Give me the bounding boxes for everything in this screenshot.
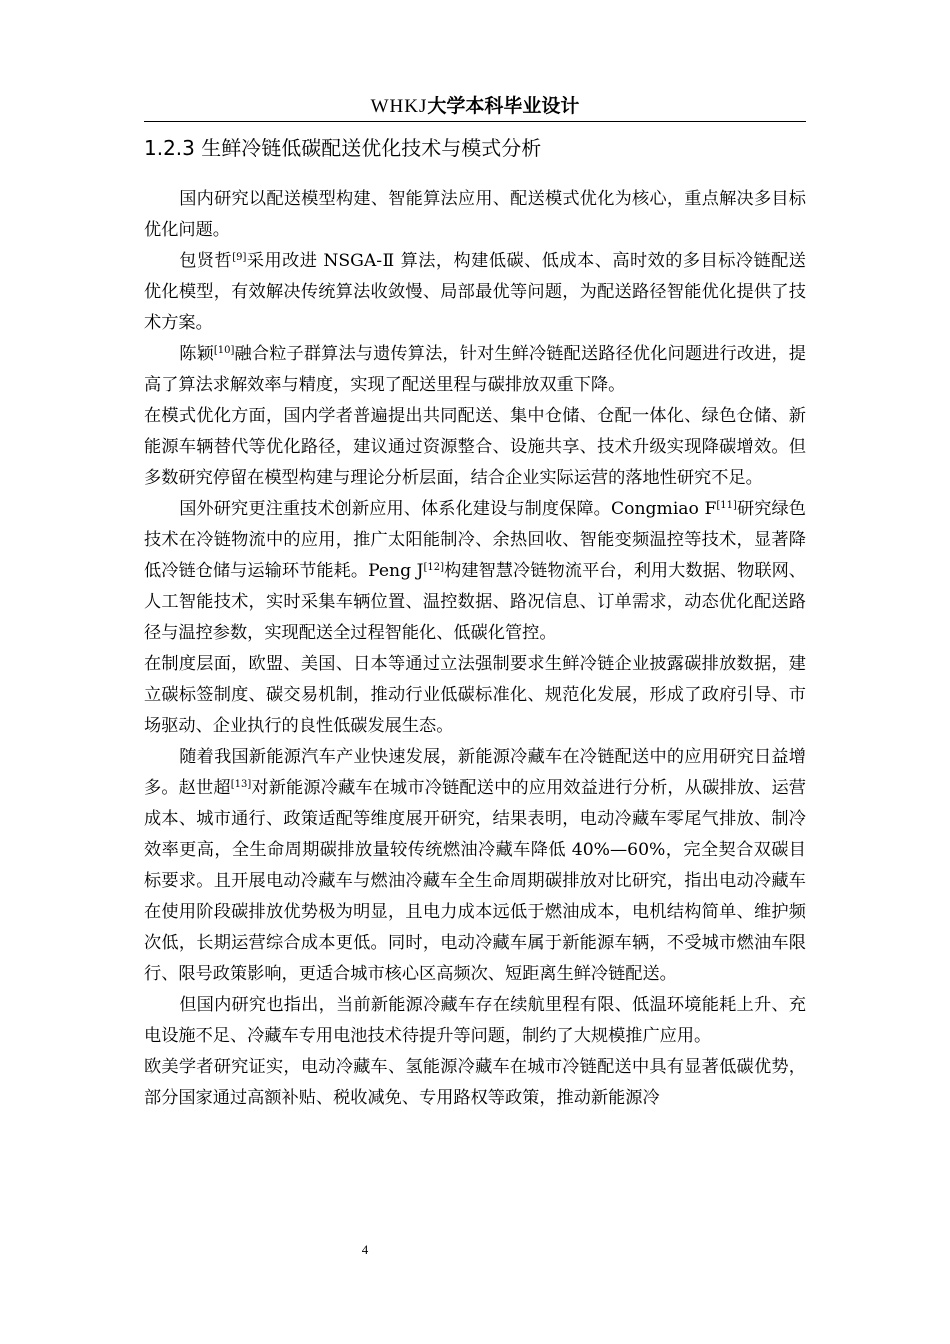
text: 但国内研究也指出，当前新能源冷藏车存在续航里程有限、低温环境能耗上升、充电设施不足、冷藏车专用电池技术待提升等问题，制约了大规模推广应用。 (144, 995, 806, 1046)
paragraph (144, 339, 806, 401)
page-number: 4 (361, 1242, 369, 1257)
paragraph (144, 742, 806, 990)
text: 融合粒子群算法与遗传算法，针对生鲜冷链配送路径优化问题进行改进，提高了算法求解效率与精度，实现了配送里程与碳排放双重下降。 (144, 344, 806, 395)
citation: [12] (423, 562, 445, 573)
paragraph (144, 990, 806, 1052)
paragraph (144, 401, 806, 494)
text: 对新能源冷藏车在城市冷链配送中的应用效益进行分析，从碳排放、运营成本、城市通行、政策适配等维度展开研究，结果表明，电动冷藏车零尾气排放、制冷效率更高，全生命周期碳排放量较传统燃油冷藏车降低 40%—60%，完全契合双碳目标要求。且开展电动冷藏车与燃油冷藏车全生命周期碳排放对比研究，指出电动冷藏车在使用阶段碳排放优势极为明显，且电力成本远低于燃油成本，电机结构简单、维护频次低，长期运营综合成本更低。同时，电动冷藏车属于新能源车辆，不受城市燃油车限行、限号政策影响，更适合城市核心区高频次、短距离生鲜冷链配送。 (144, 778, 806, 984)
text: 采用改进 NSGA-Ⅱ 算法，构建低碳、低成本、高时效的多目标冷链配送优化模型，有效解决传统算法收敛慢、局部最优等问题，为配送路径智能优化提供了技术方案。 (144, 251, 806, 333)
text: 构建智慧冷链物流平台，利用大数据、物联网、人工智能技术，实时采集车辆位置、温控数据、路况信息、订单需求，动态优化配送路径与温控参数，实现配送全过程智能化、低碳化管控。 (144, 561, 806, 643)
text: 国内研究以配送模型构建、智能算法应用、配送模式优化为核心，重点解决多目标优化问题。 (144, 189, 806, 240)
paragraph (144, 246, 806, 339)
paragraph (144, 649, 806, 742)
page-header (144, 91, 806, 121)
text: 包贤哲 (179, 251, 233, 271)
citation: [9] (232, 252, 247, 263)
text: 在模式优化方面，国内学者普遍提出共同配送、集中仓储、仓配一体化、绿色仓储、新能源车辆替代等优化路径，建议通过资源整合、设施共享、技术升级实现降碳增效。但多数研究停留在模型构建与理论分析层面，结合企业实际运营的落地性研究不足。 (144, 406, 806, 488)
body-text (144, 184, 806, 1114)
citation: [11] (716, 500, 737, 511)
text: 欧美学者研究证实，电动冷藏车、氢能源冷藏车在城市冷链配送中具有显著低碳优势，部分国家通过高额补贴、税收减免、专用路权等政策，推动新能源冷 (144, 1057, 806, 1108)
paragraph (144, 184, 806, 246)
citation: [10] (213, 345, 235, 356)
section-title: 1.2.3 生鲜冷链低碳配送优化技术与模式分析 (144, 136, 542, 160)
paragraph (144, 1052, 806, 1114)
header-code: WHKJ (370, 96, 428, 117)
header-title: 大学本科毕业设计 (427, 95, 580, 117)
text: 国外研究更注重技术创新应用、体系化建设与制度保障。Congmiao F (179, 499, 717, 519)
text: 在制度层面，欧盟、美国、日本等通过立法强制要求生鲜冷链企业披露碳排放数据，建立碳标签制度、碳交易机制，推动行业低碳标准化、规范化发展，形成了政府引导、市场驱动、企业执行的良性低碳发展生态。 (144, 654, 806, 736)
text: 研究绿色技术在冷链物流中的应用，推广太阳能制冷、余热回收、智能变频温控等技术，显著降低冷链仓储与运输环节能耗。Peng J (144, 499, 806, 581)
text: 陈颖 (179, 344, 214, 364)
header-rule (144, 121, 806, 122)
citation: [13] (230, 779, 252, 790)
text: 随着我国新能源汽车产业快速发展，新能源冷藏车在冷链配送中的应用研究日益增多。赵世超 (144, 747, 806, 798)
paragraph (144, 494, 806, 649)
